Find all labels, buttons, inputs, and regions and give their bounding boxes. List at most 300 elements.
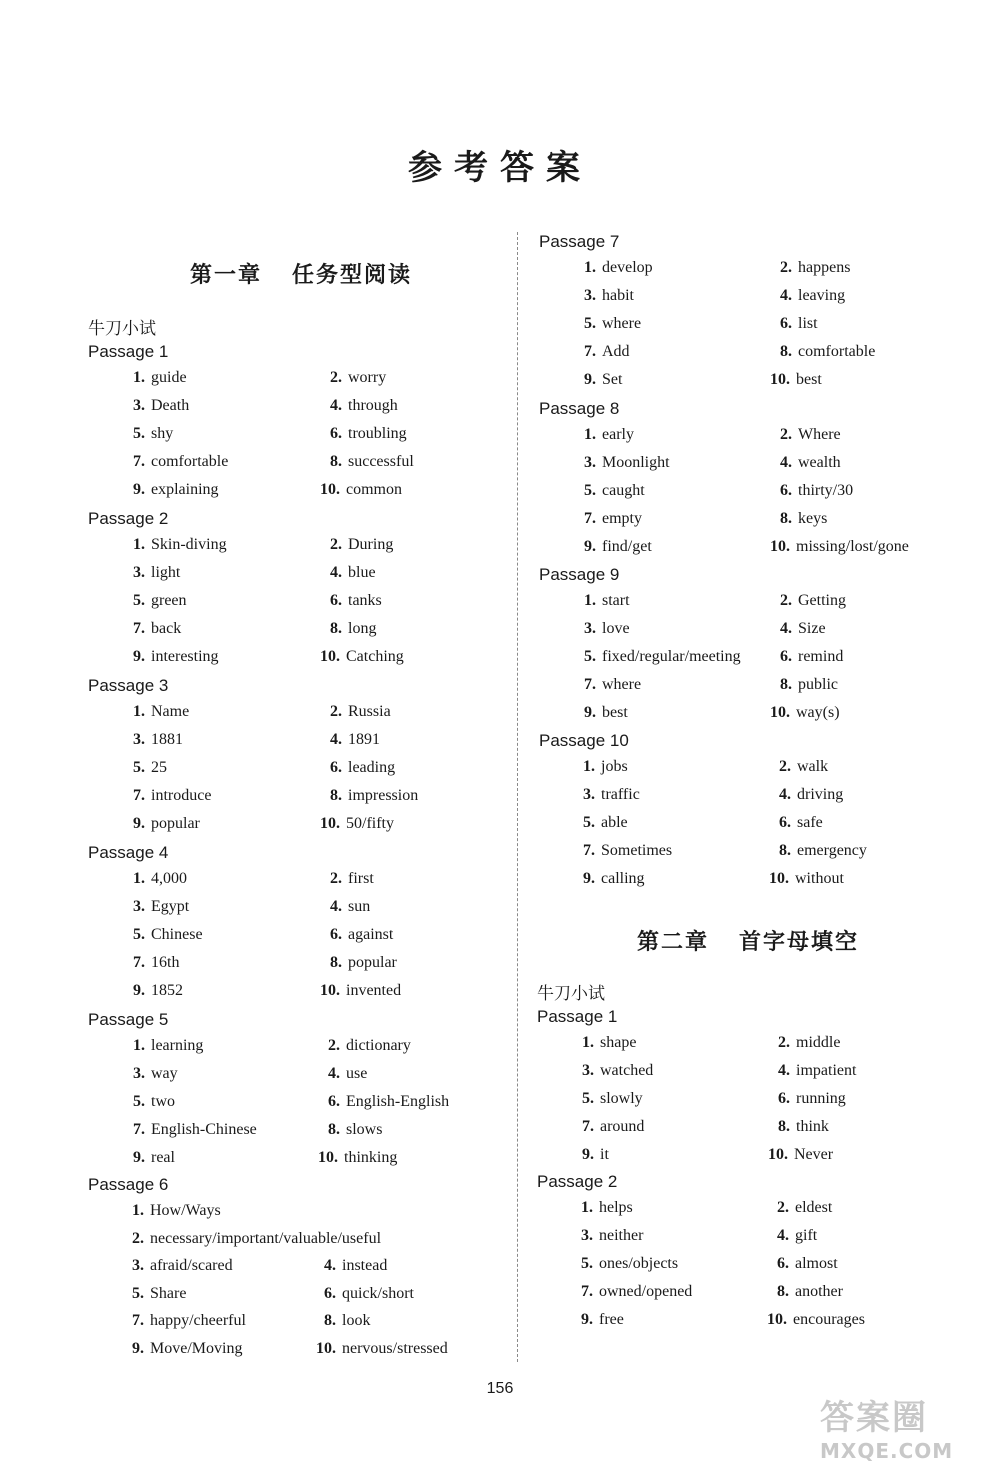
answer-item [320,982,401,1000]
answer-text: habit [602,287,634,304]
answer-item [584,482,645,500]
answer-number: 1. [584,426,596,443]
answer-number: 4. [330,898,342,915]
answer-text: middle [796,1034,841,1051]
chapter-1-heading [190,258,412,289]
answer-item [133,982,183,1000]
answer-number: 4. [777,1227,789,1244]
answer-item [767,1311,865,1329]
answer-item [770,704,840,722]
answer-item [582,1062,653,1080]
chapter-2-name: 首字母填空 [739,929,860,955]
answer-text: explaining [151,481,219,498]
answer-text: 1891 [348,731,380,748]
answer-item [584,538,652,556]
answer-number: 10. [316,1339,336,1357]
answer-item [584,426,634,444]
answer-number: 7. [581,1283,593,1300]
answer-text: helps [599,1199,633,1216]
answer-item [582,1090,643,1108]
answer-text: early [602,426,634,443]
answer-number: 1. [133,870,145,887]
answer-text: nervous/stressed [342,1339,448,1357]
answer-text: learning [151,1037,204,1054]
answer-number: 4. [330,397,342,414]
answer-number: 7. [133,453,145,470]
answer-text: Share [150,1284,187,1302]
answer-number: 1. [133,703,145,720]
answer-text: it [600,1146,609,1163]
answer-number: 10. [770,704,790,721]
answer-item [581,1311,624,1329]
answer-number: 4. [330,564,342,581]
answer-item [133,815,200,833]
answer-number: 10. [320,815,340,832]
answer-number: 9. [132,1339,144,1357]
answer-number: 10. [770,538,790,555]
answer-number: 4. [779,786,791,803]
answer-item [780,426,841,444]
answer-number: 10. [767,1311,787,1328]
answer-text: Size [798,620,826,637]
answer-text: look [342,1312,371,1329]
answer-number: 3. [133,1065,145,1082]
answer-number: 10. [320,982,340,999]
answer-text: best [796,371,822,388]
answer-text: Add [602,343,630,360]
answer-text: 50/fifty [346,815,394,832]
answer-number: 10. [769,870,789,887]
answer-text: public [798,676,838,693]
answer-text: Skin-diving [151,536,227,553]
answer-number: 8. [780,343,792,360]
answer-text: Never [794,1146,834,1163]
answer-item [133,1149,175,1167]
answer-text: develop [602,259,653,276]
answer-item [330,620,376,638]
answer-number: 6. [780,315,792,332]
answer-item [582,1146,609,1164]
answer-text: remind [798,648,844,665]
answer-number: 2. [780,592,792,609]
answer-number: 2. [330,536,342,553]
answer-item [133,536,227,554]
answer-text: watched [600,1062,654,1079]
answer-text: missing/lost/gone [796,538,909,555]
answer-number: 1. [133,369,145,386]
answer-item [778,1062,856,1080]
answer-item [583,758,628,776]
answer-text: English-English [346,1093,450,1110]
page-title: 参考答案 [408,148,592,188]
answer-item [316,1340,448,1358]
answer-text: Russia [348,703,391,720]
answer-number: 7. [133,620,145,637]
answer-item [133,898,189,916]
answer-number: 9. [133,648,145,665]
answer-number: 10. [768,1146,788,1163]
answer-number: 4. [330,731,342,748]
answer-item [133,369,187,387]
answer-number: 10. [320,648,340,665]
answer-text: popular [348,954,397,971]
answer-text: popular [151,815,200,832]
answer-text: empty [602,510,642,527]
answer-item [777,1255,838,1273]
answer-text: leading [348,759,396,776]
answer-item [132,1257,233,1275]
answer-text: guide [151,369,187,386]
passage-title: Passage 1 [88,342,169,361]
answer-text: thirty/30 [798,482,854,499]
answer-number: 2. [779,758,791,775]
answer-number: 5. [133,926,145,943]
answer-text: 25 [151,759,167,776]
answer-number: 5. [583,814,595,831]
answer-item [133,453,228,471]
answer-text: shy [151,425,174,442]
answer-text: afraid/scared [150,1257,233,1274]
answer-text: ones/objects [599,1255,679,1272]
answer-number: 6. [330,759,342,776]
answer-number: 7. [584,510,596,527]
answer-number: 9. [133,1149,145,1166]
answer-number: 3. [584,620,596,637]
answer-item [768,1146,833,1164]
answer-number: 3. [582,1062,594,1079]
answer-number: 9. [584,538,596,555]
answer-number: 6. [330,592,342,609]
answer-number: 8. [779,842,791,859]
answer-number: 5. [584,315,596,332]
answer-item [780,343,875,361]
answer-text: green [151,592,187,609]
answer-text: blue [348,564,376,581]
answer-number: 8. [778,1118,790,1135]
answer-item [133,425,173,443]
answer-item [584,371,622,389]
answer-number: 4. [780,454,792,471]
page-number: 156 [486,1380,514,1397]
answer-number: 2. [778,1034,790,1051]
answer-item [133,481,219,499]
answer-number: 10. [770,371,790,388]
answer-number: 8. [777,1283,789,1300]
answer-item [584,259,653,277]
answer-item [324,1285,414,1303]
answer-number: 2. [328,1037,340,1054]
passage-title: Passage 3 [88,676,169,695]
answer-item [133,954,179,972]
answer-text: Where [798,426,841,443]
answer-number: 4. [324,1257,336,1274]
answer-item [779,814,823,832]
answer-item [133,731,183,749]
answer-text: troubling [348,425,407,442]
answer-text: back [151,620,182,637]
answer-text: jobs [601,758,628,775]
answer-text: fixed/regular/meeting [602,648,741,665]
answer-text: way(s) [796,704,840,721]
answer-item [780,482,853,500]
answer-text: light [151,564,181,581]
answer-text: Egypt [151,898,190,915]
answer-number: 7. [583,842,595,859]
answer-item [320,815,394,833]
answer-number: 3. [133,731,145,748]
passage-title: Passage 1 [537,1007,618,1026]
answer-text: two [151,1093,175,1110]
answer-number: 1. [133,536,145,553]
answer-text: best [602,704,628,721]
answer-text: running [796,1090,846,1107]
answer-item [133,620,181,638]
answer-text: able [601,814,628,831]
answer-text: Move/Moving [150,1339,243,1357]
answer-item [132,1285,186,1303]
answer-number: 5. [584,648,596,665]
answer-text: Sometimes [601,842,673,859]
answer-item [328,1093,449,1111]
answer-item [328,1037,411,1055]
answer-item [581,1283,692,1301]
answer-number: 1. [582,1034,594,1051]
answer-item [330,536,393,554]
answer-number: 8. [780,510,792,527]
answer-text: walk [797,758,829,775]
answer-text: happens [798,259,851,276]
answer-number: 9. [133,982,145,999]
answer-text: How/Ways [150,1202,221,1219]
answer-text: driving [797,786,844,803]
answer-text: worry [348,369,387,386]
answer-item [584,592,630,610]
answer-item [780,676,838,694]
answer-item [780,510,827,528]
answer-item [133,564,180,582]
answer-text: introduce [151,787,212,804]
answer-item [777,1227,817,1245]
answer-item [320,648,404,666]
answer-number: 4. [780,287,792,304]
answer-item [324,1257,387,1275]
answer-text: Name [151,703,190,720]
answer-number: 2. [777,1199,789,1216]
answer-text: use [346,1065,368,1082]
answer-item [318,1149,397,1167]
answer-text: slows [346,1121,383,1138]
answer-number: 6. [330,425,342,442]
answer-number: 6. [330,926,342,943]
answer-text: 1881 [151,731,183,748]
answer-item [582,1118,644,1136]
answer-item [777,1283,843,1301]
answer-item [330,787,418,805]
passage-title: Passage 8 [539,399,620,418]
column-divider [517,232,518,1362]
answer-item [330,564,376,582]
answer-number: 6. [328,1093,340,1110]
answer-text: interesting [151,648,219,665]
answer-number: 2. [780,259,792,276]
answer-text: calling [601,870,645,887]
answer-number: 1. [132,1202,144,1219]
answer-number: 8. [328,1121,340,1138]
answer-number: 5. [581,1255,593,1272]
answer-number: 2. [330,870,342,887]
answer-item [770,371,822,389]
answer-item [330,954,397,972]
answer-text: way [151,1065,178,1082]
answer-item [330,425,407,443]
answer-item [780,620,826,638]
answer-number: 7. [584,343,596,360]
answer-number: 8. [780,676,792,693]
answer-item [584,648,741,666]
passage-title: Passage 10 [539,731,629,750]
passage-title: Passage 6 [88,1175,169,1194]
answer-item [330,759,395,777]
answer-number: 7. [582,1118,594,1135]
answer-text: wealth [798,454,841,471]
answer-text: another [795,1283,843,1300]
answer-number: 9. [133,815,145,832]
answer-text: love [602,620,630,637]
answer-item [780,648,843,666]
answer-item [330,898,370,916]
answer-item [328,1121,382,1139]
answer-text: happy/cheerful [150,1312,246,1329]
answer-number: 9. [584,704,596,721]
answer-number: 1. [584,592,596,609]
answer-number: 2. [132,1229,144,1247]
answer-item [581,1255,678,1273]
answer-text: around [600,1118,645,1135]
answer-item [779,786,843,804]
answer-number: 2. [330,369,342,386]
answer-number: 3. [132,1257,144,1274]
answer-item [778,1118,829,1136]
answer-number: 7. [133,954,145,971]
answer-number: 3. [133,898,145,915]
answer-item [133,1121,257,1139]
answer-item [584,315,641,333]
answer-text: free [599,1311,624,1328]
answer-item [330,731,380,749]
answer-text: comfortable [151,453,229,470]
answer-number: 1. [583,758,595,775]
answer-text: eldest [795,1199,833,1216]
answer-item [330,453,414,471]
answer-number: 8. [324,1312,336,1329]
answer-number: 3. [583,786,595,803]
answer-item [132,1202,221,1220]
answer-text: owned/opened [599,1283,693,1300]
answer-text: necessary/important/valuable/useful [150,1229,382,1247]
answer-number: 5. [133,1093,145,1110]
answer-number: 7. [133,787,145,804]
answer-number: 6. [324,1284,336,1302]
chapter-1-name: 任务型阅读 [292,262,413,288]
answer-number: 6. [777,1255,789,1272]
answer-text: Getting [798,592,846,609]
answer-number: 7. [584,676,596,693]
answer-text: successful [348,453,414,470]
answer-item [133,703,189,721]
answer-item [133,787,211,805]
answer-text: gift [795,1227,818,1244]
answer-number: 5. [132,1284,144,1302]
answer-text: without [795,870,844,887]
answer-number: 9. [133,481,145,498]
answer-item [584,510,642,528]
answer-item [770,538,909,556]
answer-item [779,758,828,776]
answer-item [780,287,845,305]
answer-text: Death [151,397,190,414]
answer-text: neither [599,1227,644,1244]
answer-number: 4. [780,620,792,637]
answer-text: instead [342,1257,388,1274]
answer-number: 4. [778,1062,790,1079]
chapter-2-number: 第二章 [637,929,710,955]
answer-item [330,703,391,721]
answer-number: 3. [584,287,596,304]
answer-item [584,676,641,694]
answer-number: 4. [328,1065,340,1082]
answer-item [133,1037,203,1055]
answer-item [778,1034,840,1052]
answer-text: 4,000 [151,870,187,887]
answer-item [330,369,386,387]
answer-number: 9. [584,371,596,388]
chapter-2-heading [637,925,859,956]
answer-item [769,870,844,888]
answer-number: 8. [330,620,342,637]
answer-text: leaving [798,287,846,304]
answer-number: 9. [582,1146,594,1163]
answer-number: 3. [581,1227,593,1244]
answer-text: Chinese [151,926,203,943]
answer-number: 6. [780,648,792,665]
answer-item [132,1340,242,1358]
answer-number: 3. [133,564,145,581]
answer-text: Catching [346,648,404,665]
answer-number: 3. [584,454,596,471]
answer-text: emergency [797,842,867,859]
answer-item [583,842,672,860]
answer-item [132,1230,381,1248]
answer-text: 16th [151,954,180,971]
answer-text: Moonlight [602,454,670,471]
answer-text: quick/short [342,1284,414,1302]
answer-item [133,870,187,888]
answer-item [780,315,818,333]
answer-text: sun [348,898,371,915]
answer-number: 3. [133,397,145,414]
answer-item [133,648,219,666]
answer-item [584,620,630,638]
answer-text: comfortable [798,343,876,360]
answer-number: 1. [581,1199,593,1216]
answer-item [330,592,382,610]
answer-item [133,926,203,944]
answer-text: almost [795,1255,838,1272]
answer-item [780,454,841,472]
answer-item [133,592,187,610]
answer-text: common [346,481,402,498]
answer-text: list [798,315,818,332]
